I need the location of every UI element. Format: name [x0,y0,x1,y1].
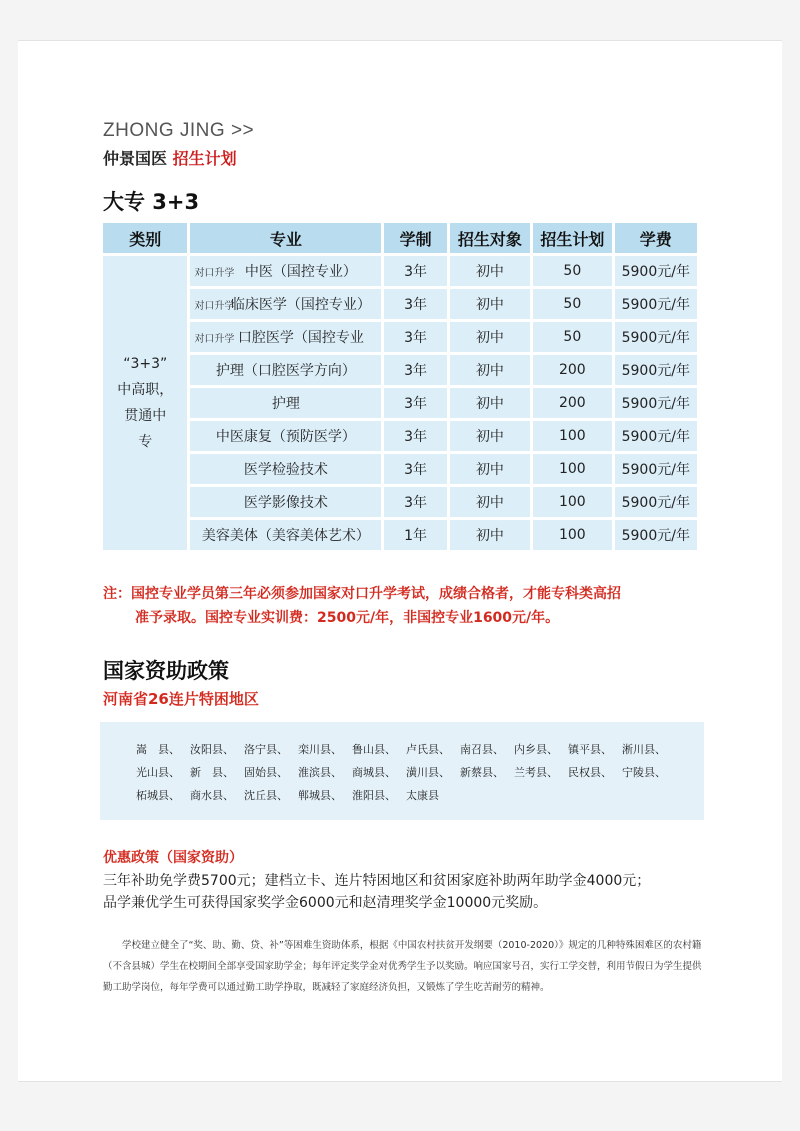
county-item: 卢氏县、 [406,743,450,756]
county-item: 潢川县、 [406,766,450,779]
major-cell [190,355,381,385]
fee-cell: 5900元/年 [615,388,697,418]
duration-cell: 3年 [384,421,446,451]
duration-cell: 1年 [384,520,446,550]
note-line-1: 注：国控专业学员第三年必须参加国家对口升学考试，成绩合格者，才能专科类高招 [103,586,621,602]
major-cell [190,421,381,451]
target-cell: 初中 [450,355,530,385]
county-item: 栾川县、 [298,743,342,756]
county-item: 新 县、 [190,766,234,779]
major-name: 护理 [271,396,300,412]
major-cell [190,520,381,550]
county-item: 新蔡县、 [460,766,504,779]
major-name: 口腔医学（国控专业 [237,330,364,346]
preferential-line-2: 品学兼优学生可获得国家奖学金6000元和赵清理奖学金10000元奖励。 [103,895,548,911]
header-major: 专业 [190,223,381,253]
county-item: 固始县、 [244,766,288,779]
target-cell: 初中 [450,322,530,352]
county-item: 柘城县、 [136,789,180,802]
table-row [103,256,697,286]
table-row [103,520,697,550]
table-row [103,322,697,352]
counterpart-tag: 对口升学 [194,300,235,312]
plan-cell: 50 [533,289,611,319]
county-item: 宁陵县、 [622,766,666,779]
aid-system-paragraph: 学校建立健全了“奖、助、勤、贷、补”等困难生资助体系，根据《中国农村扶贫开发纲要（2010-2020）》规定的几种特殊困难区的农村籍（不含县城）学生在校期间全部享受国家助学金；每年评定奖学金对优秀学生予以奖励。响应国家号召，实行工学交替，利用节假日为学生提供勤工助学岗位，每年学费可以通过勤工助学挣取，既减轻了家庭经济负担，又锻炼了学生吃苦耐劳的精神。 [103,940,702,993]
duration-cell: 3年 [384,256,446,286]
table-row [103,289,697,319]
header-duration: 学制 [384,223,446,253]
county-item: 内乡县、 [514,743,558,756]
duration-cell: 3年 [384,355,446,385]
county-item: 光山县、 [136,766,180,779]
fee-cell: 5900元/年 [615,487,697,517]
plan-cell: 100 [533,454,611,484]
major-cell [190,289,381,319]
header-fee: 学费 [615,223,697,253]
table-row [103,454,697,484]
counterpart-tag: 对口升学 [194,267,235,279]
major-cell [190,388,381,418]
preferential-line-1: 三年补助免学费5700元；建档立卡、连片特困地区和贫困家庭补助两年助学金4000元； [103,873,651,889]
county-item: 淮阳县、 [352,789,396,802]
county-item: 郸城县、 [298,789,342,802]
table-row [103,355,697,385]
fee-cell: 5900元/年 [615,421,697,451]
county-item: 南召县、 [460,743,504,756]
plan-cell: 200 [533,388,611,418]
preferential-title: 优惠政策（国家资助） [103,850,243,866]
major-name: 临床医学（国控专业） [230,297,371,313]
header-target: 招生对象 [450,223,530,253]
plan-cell: 200 [533,355,611,385]
major-cell [190,454,381,484]
major-name: 护理（口腔医学方向） [215,363,356,379]
aid-section-title: 国家资助政策 [103,659,229,683]
major-name: 美容美体（美容美体艺术） [201,528,370,544]
table-row [103,388,697,418]
major-name: 中医（国控专业） [244,264,357,280]
county-item: 太康县 [406,789,439,802]
aid-subtitle: 河南省26连片特困地区 [103,690,259,708]
table-note [103,582,703,630]
county-list [136,738,686,807]
fee-cell: 5900元/年 [615,355,697,385]
target-cell: 初中 [450,289,530,319]
county-item: 淅川县、 [622,743,666,756]
county-item: 汝阳县、 [190,743,234,756]
county-item: 嵩 县、 [136,743,180,756]
enrollment-table [100,220,700,553]
plan-cell: 50 [533,322,611,352]
duration-cell: 3年 [384,487,446,517]
section-title-college: 大专 3+3 [103,190,200,214]
target-cell: 初中 [450,256,530,286]
county-list-box [100,722,704,820]
county-item: 淮滨县、 [298,766,342,779]
duration-cell: 3年 [384,454,446,484]
category-line: 贯通中 [124,408,167,424]
county-item: 商水县、 [190,789,234,802]
county-item: 商城县、 [352,766,396,779]
fee-cell: 5900元/年 [615,256,697,286]
target-cell: 初中 [450,388,530,418]
table-row [103,487,697,517]
county-item: 鲁山县、 [352,743,396,756]
major-cell [190,487,381,517]
target-cell: 初中 [450,520,530,550]
target-cell: 初中 [450,487,530,517]
brand-chinese [103,146,237,169]
note-line-2: 准予录取。国控专业实训费：2500元/年，非国控专业1600元/年。 [135,610,560,626]
plan-cell: 100 [533,487,611,517]
category-line: 中高职， [117,382,174,398]
header-plan: 招生计划 [533,223,611,253]
county-item: 镇平县、 [568,743,612,756]
counterpart-tag: 对口升学 [194,333,235,345]
major-cell [190,256,381,286]
table-header-row [103,223,697,253]
county-item: 沈丘县、 [244,789,288,802]
category-cell [103,256,187,550]
fee-cell: 5900元/年 [615,520,697,550]
header-category: 类别 [103,223,187,253]
target-cell: 初中 [450,454,530,484]
major-name: 医学检验技术 [243,462,328,478]
major-name: 医学影像技术 [243,495,328,511]
preferential-text [103,870,703,914]
county-item: 兰考县、 [514,766,558,779]
category-line: “3+3” [123,356,168,372]
duration-cell: 3年 [384,322,446,352]
brand-english: ZHONG JING >> [103,120,255,141]
major-name: 中医康复（预防医学） [215,429,356,445]
brand-heading-highlight: 招生计划 [172,149,237,168]
county-item: 民权县、 [568,766,612,779]
brand-name: 仲景国医 [103,149,168,168]
table-row [103,421,697,451]
fee-cell: 5900元/年 [615,289,697,319]
category-line: 专 [138,434,153,450]
county-item: 洛宁县、 [244,743,288,756]
plan-cell: 100 [533,520,611,550]
plan-cell: 50 [533,256,611,286]
duration-cell: 3年 [384,388,446,418]
duration-cell: 3年 [384,289,446,319]
major-cell [190,322,381,352]
fee-cell: 5900元/年 [615,454,697,484]
fee-cell: 5900元/年 [615,322,697,352]
plan-cell: 100 [533,421,611,451]
target-cell: 初中 [450,421,530,451]
